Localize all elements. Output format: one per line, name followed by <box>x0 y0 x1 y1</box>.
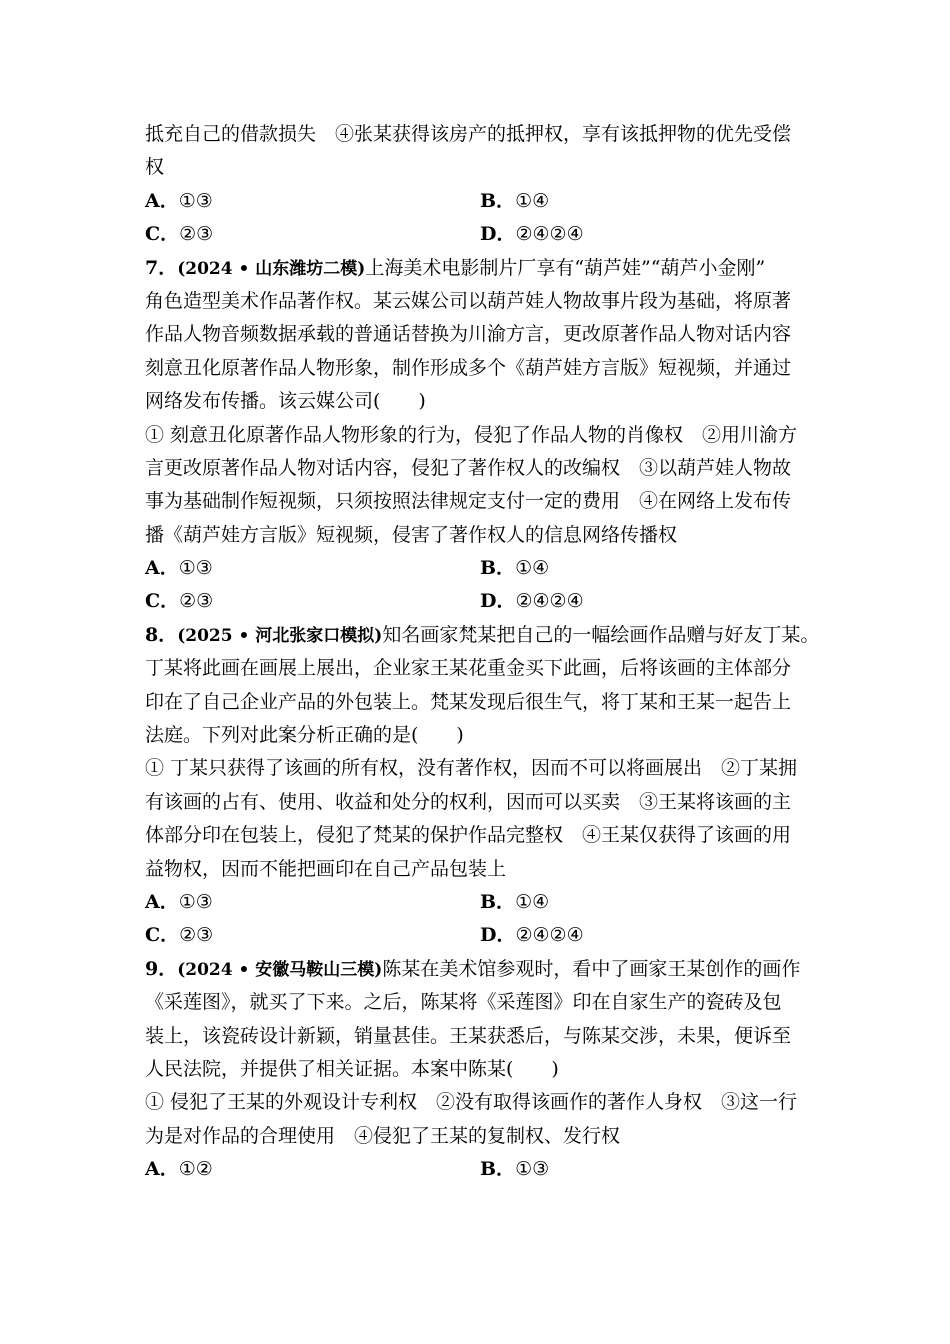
q9-option-b[interactable]: B．①③ <box>480 1158 550 1181</box>
q8-statement-line: 有该画的占有、使用、收益和处分的权利，因而可以买卖 ③王某将该画的主 <box>145 790 792 813</box>
q7-source: (2024 • 山东潍坊二模) <box>177 258 366 279</box>
q9-stem-line: 9．(2024 • 安徽马鞍山三模)陈某在美术馆参观时，看中了画家王某创作的画作 <box>145 957 801 980</box>
q9-number: 9． <box>145 957 178 980</box>
q9-stem-line: 人民法院，并提供了相关证据。本案中陈某( ) <box>145 1057 559 1080</box>
q8-statement-line: 益物权，因而不能把画印在自己产品包装上 <box>145 857 507 880</box>
q8-options-row <box>145 919 825 952</box>
q7-number: 7． <box>145 256 178 279</box>
q7-options-row <box>145 585 825 618</box>
q6-option-b[interactable]: B．①④ <box>480 189 550 212</box>
q7-stem-line: 网络发布传播。该云媒公司( ) <box>145 390 426 413</box>
q7-option-b[interactable]: B．①④ <box>480 557 550 580</box>
q8-number: 8． <box>145 623 178 646</box>
q6-option-a[interactable]: A．①③ <box>145 189 213 212</box>
q6-option-d[interactable]: D．②④②④ <box>480 223 584 246</box>
q8-option-d[interactable]: D．②④②④ <box>480 924 584 947</box>
q9-stem-line: 装上，该瓷砖设计新颖，销量甚佳。王某获悉后，与陈某交涉，未果，便诉至 <box>145 1024 792 1047</box>
q7-statement-line: 事为基础制作短视频，只须按照法律规定支付一定的费用 ④在网络上发布传 <box>145 490 792 513</box>
q7-statement-line: ① 刻意丑化原著作品人物形象的行为，侵犯了作品人物的肖像权 ②用川渝方 <box>145 423 798 446</box>
q8-statement-line: ① 丁某只获得了该画的所有权，没有著作权，因而不可以将画展出 ②丁某拥 <box>145 757 798 780</box>
q6-options-row <box>145 185 825 218</box>
q8-stem-line: 8．(2025 • 河北张家口模拟)知名画家梵某把自己的一幅绘画作品赠与好友丁某。 <box>145 623 820 646</box>
q9-source: (2024 • 安徽马鞍山三模) <box>177 959 383 980</box>
q8-option-c[interactable]: C．②③ <box>145 924 214 947</box>
q7-stem-line: 角色造型美术作品著作权。某云媒公司以葫芦娃人物故事片段为基础，将原著 <box>145 289 792 312</box>
q9-stem-line: 《采莲图》，就买了下来。之后，陈某将《采莲图》印在自家生产的瓷砖及包 <box>145 991 782 1014</box>
q9-option-a[interactable]: A．①② <box>145 1158 213 1181</box>
q7-statement-line: 言更改原著作品人物对话内容，侵犯了著作权人的改编权 ③以葫芦娃人物故 <box>145 456 792 479</box>
q6-option-c[interactable]: C．②③ <box>145 223 214 246</box>
q8-stem-line: 法庭。下列对此案分析正确的是( ) <box>145 724 464 747</box>
q7-options-row <box>145 552 825 585</box>
q6-text-line: 权 <box>145 156 165 179</box>
q8-source: (2025 • 河北张家口模拟) <box>177 625 383 646</box>
q8-option-b[interactable]: B．①④ <box>480 890 550 913</box>
q8-stem-line: 丁某将此画在画展上展出，企业家王某花重金买下此画，后将该画的主体部分 <box>145 657 792 680</box>
q6-text-line: 抵充自己的借款损失 ④张某获得该房产的抵押权，享有该抵押物的优先受偿 <box>145 123 792 145</box>
q7-option-d[interactable]: D．②④②④ <box>480 590 584 613</box>
q9-statement-line: 为是对作品的合理使用 ④侵犯了王某的复制权、发行权 <box>145 1124 621 1147</box>
q8-stem-line: 印在了自己企业产品的外包装上。梵某发现后很生气，将丁某和王某一起告上 <box>145 690 792 713</box>
q7-stem-line: 作品人物音频数据承载的普通话替换为川渝方言，更改原著作品人物对话内容 <box>145 323 792 346</box>
document-content <box>145 118 825 1187</box>
q8-option-a[interactable]: A．①③ <box>145 890 213 913</box>
q7-statement-line: 播《葫芦娃方言版》短视频，侵害了著作权人的信息网络传播权 <box>145 523 678 546</box>
q9-statement-line: ① 侵犯了王某的外观设计专利权 ②没有取得该画作的著作人身权 ③这一行 <box>145 1091 798 1114</box>
q7-option-c[interactable]: C．②③ <box>145 590 214 613</box>
q6-options-row <box>145 218 825 251</box>
q7-stem-line: 刻意丑化原著作品人物形象，制作形成多个《葫芦娃方言版》短视频，并通过 <box>145 356 792 379</box>
q7-stem-line: 7．(2024 • 山东潍坊二模)上海美术电影制片厂享有“葫芦娃”“葫芦小金刚” <box>145 256 766 279</box>
q8-statement-line: 体部分印在包装上，侵犯了梵某的保护作品完整权 ④王某仅获得了该画的用 <box>145 824 792 847</box>
q9-options-row <box>145 1153 825 1186</box>
q7-option-a[interactable]: A．①③ <box>145 557 213 580</box>
q8-options-row <box>145 886 825 919</box>
